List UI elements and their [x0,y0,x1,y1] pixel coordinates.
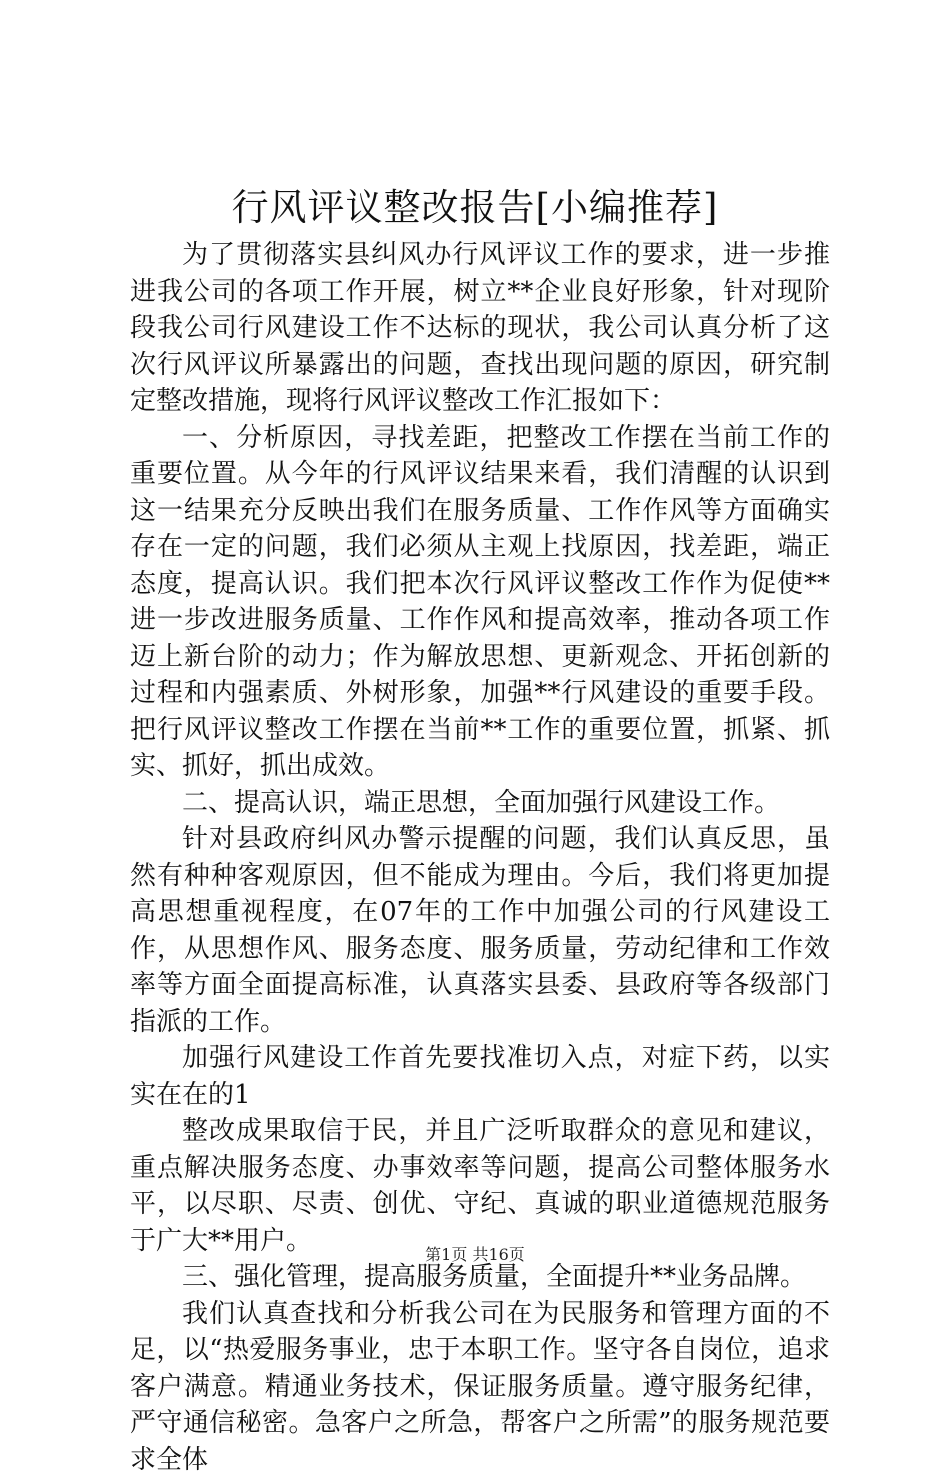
page-number-footer: 第1页 共16页 [0,1244,950,1266]
paragraph-section-2-continued: 整改成果取信于民，并且广泛听取群众的意见和建议，重点解决服务态度、办事效率等问题，提高公司整体服务水平，以尽职、尽责、创优、守纪、真诚的职业道德规范服务于广大**用户。 [130,1113,830,1259]
paragraph-section-1: 一、分析原因，寻找差距，把整改工作摆在当前工作的重要位置。从今年的行风评议结果来看，我们清醒的认识到这一结果充分反映出我们在服务质量、工作作风等方面确实存在一定的问题，我们必须从主观上找原因，找差距，端正态度，提高认识。我们把本次行风评议整改工作作为促使**进一步改进服务质量、工作作风和提高效率，推动各项工作迈上新台阶的动力；作为解放思想、更新观念、开拓创新的过程和内强素质、外树形象，加强**行风建设的重要手段。把行风评议整改工作摆在当前**工作的重要位置，抓紧、抓实、抓好，抓出成效。 [130,420,830,785]
paragraph-section-3-body: 我们认真查找和分析我公司在为民服务和管理方面的不足，以“热爱服务事业，忠于本职工作。坚守各自岗位，追求客户满意。精通业务技术，保证服务质量。遵守服务纪律，严守通信秘密。急客户之所急，帮客户之所需”的服务规范要求全体 [130,1296,830,1478]
document-body [130,237,830,1478]
document-title: 行风评议整改报告[小编推荐] [0,183,950,233]
paragraph-section-2-entry: 加强行风建设工作首先要找准切入点，对症下药，以实实在在的1 [130,1040,830,1113]
paragraph-intro: 为了贯彻落实县纠风办行风评议工作的要求，进一步推进我公司的各项工作开展，树立**企业良好形象，针对现阶段我公司行风建设工作不达标的现状，我公司认真分析了这次行风评议所暴露出的问题，查找出现问题的原因，研究制定整改措施，现将行风评议整改工作汇报如下： [130,237,830,420]
heading-section-3: 三、强化管理，提高服务质量，全面提升**业务品牌。 [130,1259,830,1296]
paragraph-section-2-body: 针对县政府纠风办警示提醒的问题，我们认真反思，虽然有种种客观原因，但不能成为理由。今后，我们将更加提高思想重视程度，在07年的工作中加强公司的行风建设工作，从思想作风、服务态度、服务质量，劳动纪律和工作效率等方面全面提高标准，认真落实县委、县政府等各级部门指派的工作。 [130,821,830,1040]
heading-section-2: 二、提高认识，端正思想，全面加强行风建设工作。 [130,785,830,822]
